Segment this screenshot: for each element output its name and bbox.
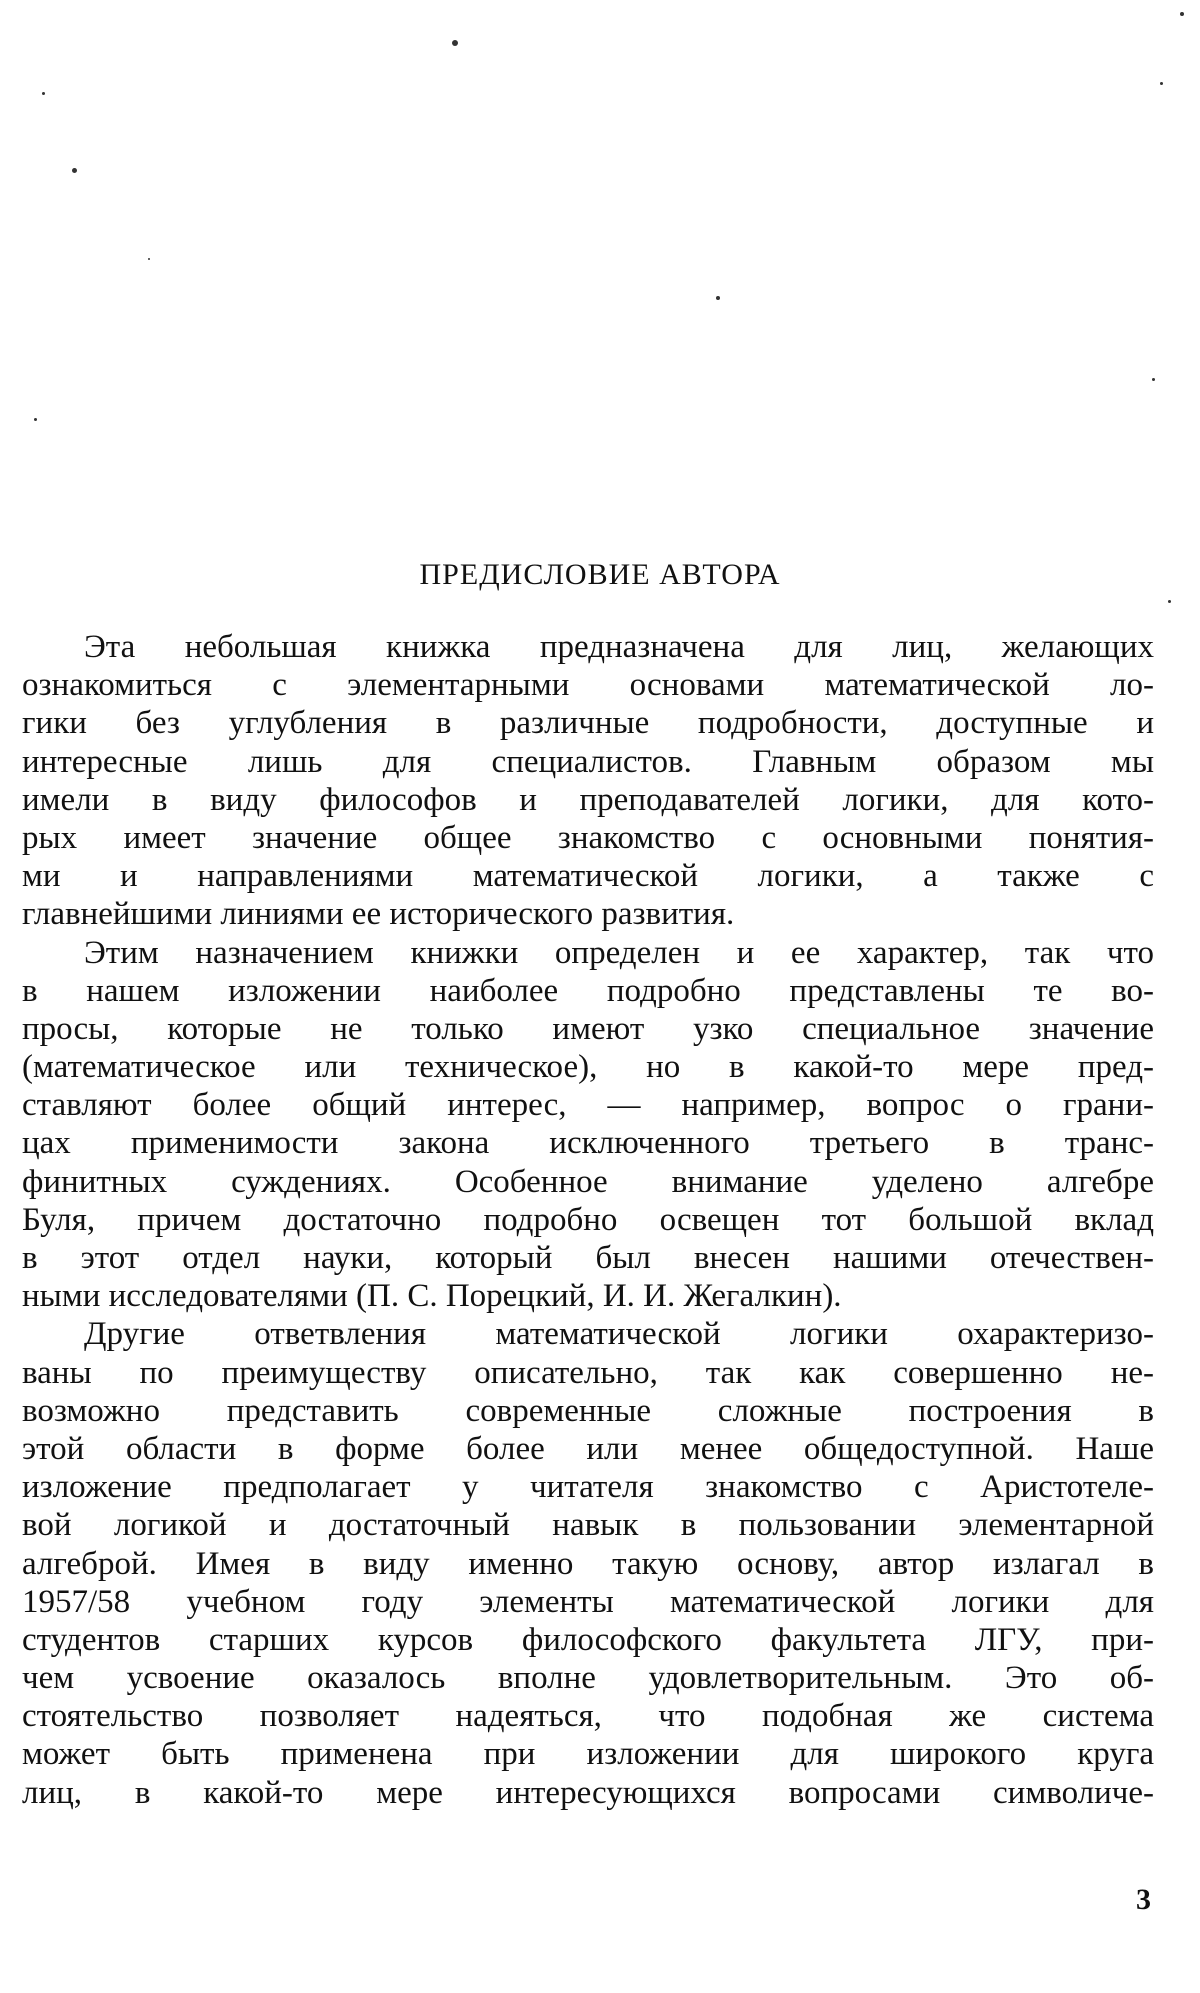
scan-speck	[1152, 378, 1155, 381]
text-line: просы, которые не только имеют узко специальное значение	[22, 1010, 1154, 1047]
text-line: лиц, в какой-то мере интересующихся вопросами символиче-	[22, 1774, 1154, 1811]
scan-speck	[1168, 600, 1171, 603]
scan-speck	[1180, 12, 1184, 16]
text-line: стоятельство позволяет надеяться, что подобная же система	[22, 1698, 1154, 1735]
text-line: студентов старших курсов философского факультета ЛГУ, при-	[22, 1621, 1154, 1658]
text-line: вой логикой и достаточный навык в пользовании элементарной	[22, 1507, 1154, 1544]
text-line: ными исследователями (П. С. Порецкий, И. И. Жегалкин).	[22, 1278, 842, 1315]
text-line: этой области в форме более или менее общедоступной. Наше	[22, 1430, 1154, 1467]
scan-speck	[1160, 82, 1163, 85]
page-number: 3	[1136, 1883, 1151, 1916]
text-line: ознакомиться с элементарными основами математической ло-	[22, 667, 1154, 704]
document-body	[22, 628, 1154, 1812]
text-line: алгеброй. Имея в виду именно такую основу, автор излагал в	[22, 1545, 1154, 1582]
scan-speck	[716, 296, 720, 300]
text-line: 1957/58 учебном году элементы математической логики для	[22, 1583, 1154, 1620]
text-line: ми и направлениями математической логики, а также с	[22, 858, 1154, 895]
scan-speck	[34, 418, 37, 421]
scan-speck	[42, 92, 45, 95]
text-line: изложение предполагает у читателя знакомство с Аристотеле-	[22, 1469, 1154, 1506]
text-line: рых имеет значение общее знакомство с основными понятия-	[22, 819, 1154, 856]
text-line: гики без углубления в различные подробности, доступные и	[22, 705, 1154, 742]
scan-speck	[148, 258, 150, 260]
text-line: в нашем изложении наиболее подробно представлены те во-	[22, 972, 1154, 1009]
text-line: интересные лишь для специалистов. Главным образом мы	[22, 743, 1154, 780]
text-line: Другие ответвления математической логики охарактеризо-	[84, 1316, 1154, 1353]
text-line: (математическое или техническое), но в какой-то мере пред-	[22, 1049, 1154, 1086]
text-line: ваны по преимуществу описательно, так как совершенно не-	[22, 1354, 1154, 1391]
scan-speck	[72, 168, 77, 173]
text-line: в этот отдел науки, который был внесен нашими отечествен-	[22, 1240, 1154, 1276]
text-line: ставляют более общий интерес, — например, вопрос о грани-	[22, 1087, 1154, 1124]
text-line: имели в виду философов и преподавателей логики, для кото-	[22, 781, 1154, 818]
scan-speck	[452, 40, 458, 46]
text-line: может быть применена при изложении для широкого круга	[22, 1736, 1154, 1773]
text-line: Буля, причем достаточно подробно освещен тот большой вклад	[22, 1201, 1154, 1238]
text-line: главнейшими линиями ее исторического развития.	[22, 896, 735, 933]
text-line: Эта небольшая книжка предназначена для лиц, желающих	[84, 629, 1154, 665]
text-line: цах применимости закона исключенного третьего в транс-	[22, 1125, 1154, 1162]
text-line: возможно представить современные сложные построения в	[22, 1392, 1154, 1429]
text-line: чем усвоение оказалось вполне удовлетворительным. Это об-	[22, 1660, 1154, 1697]
page-title: ПРЕДИСЛОВИЕ АВТОРА	[419, 558, 781, 591]
text-line: финитных суждениях. Особенное внимание уделено алгебре	[22, 1163, 1154, 1200]
text-line: Этим назначением книжки определен и ее характер, так что	[84, 934, 1154, 971]
